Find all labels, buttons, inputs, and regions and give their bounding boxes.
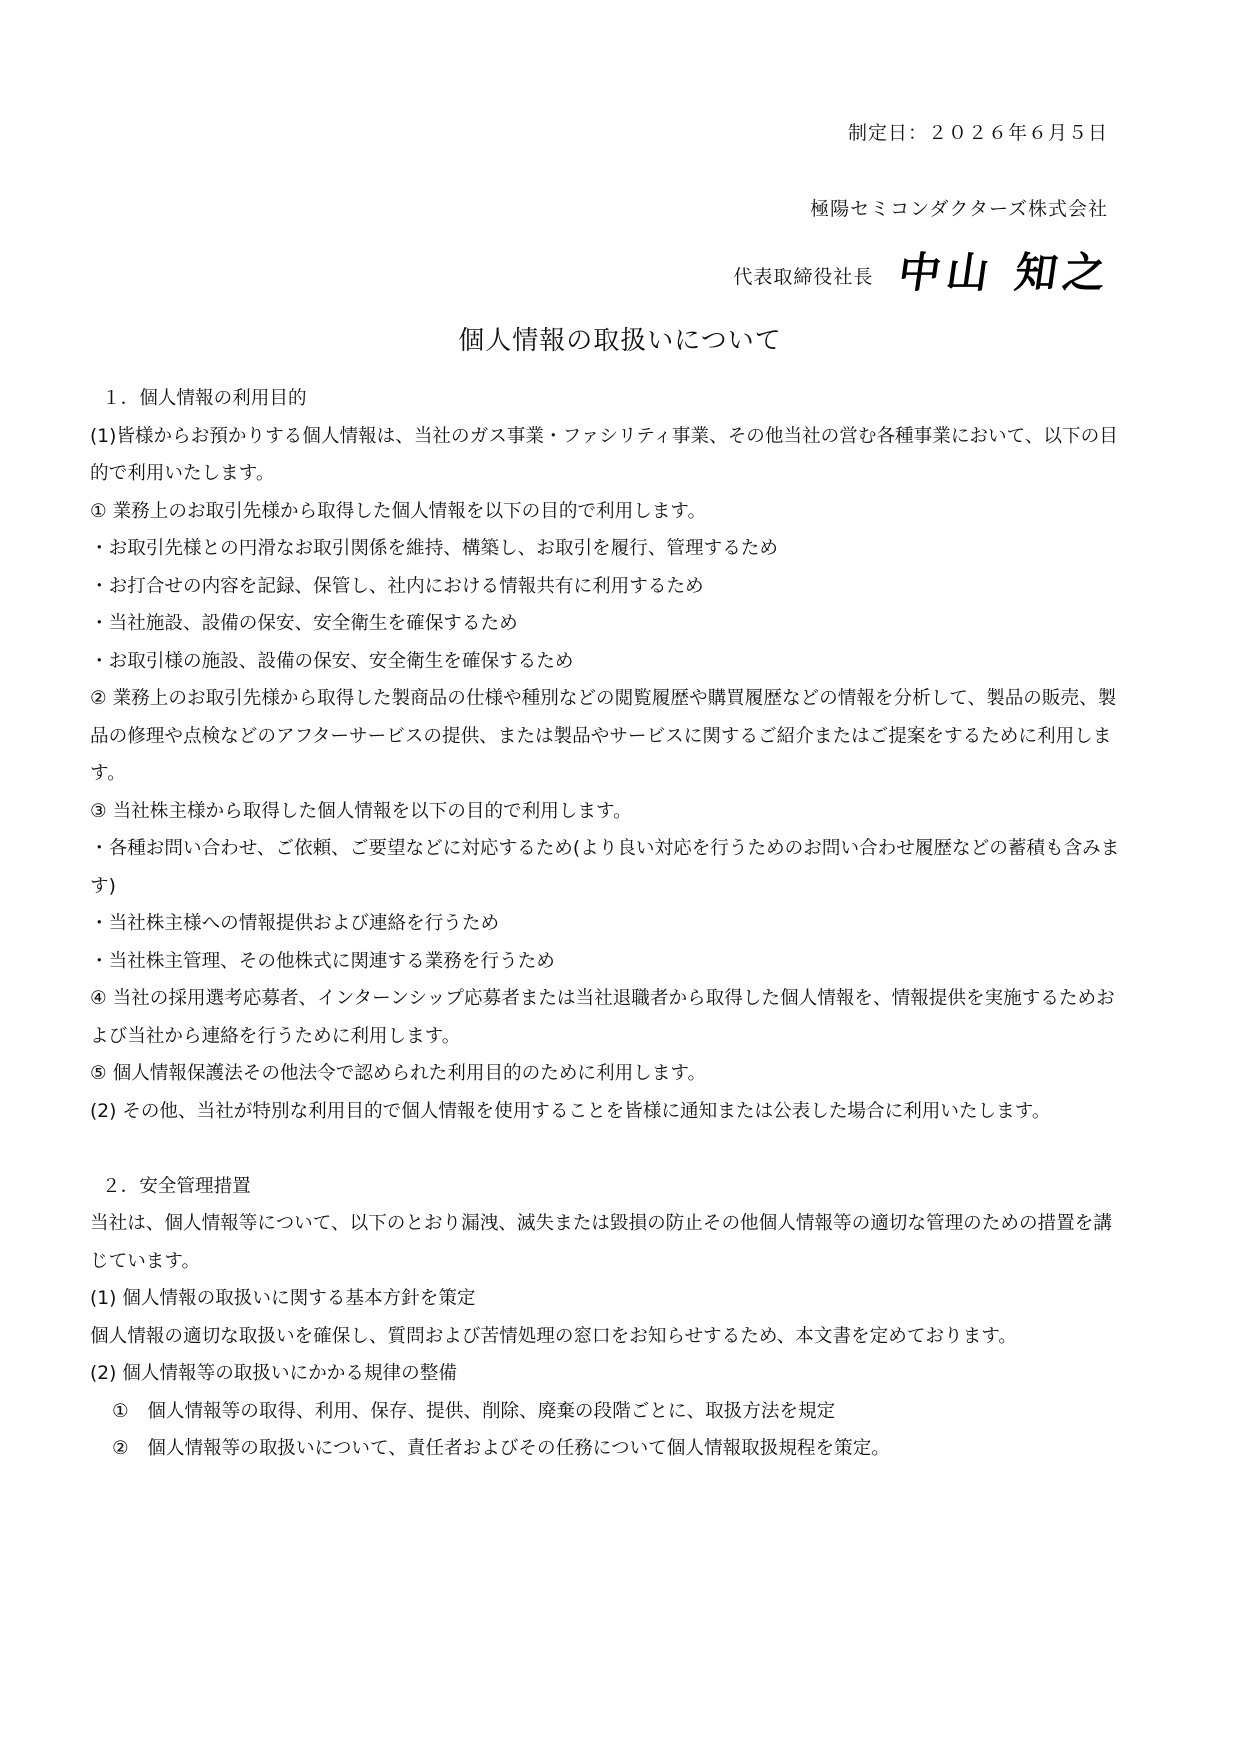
measure-1-heading: (1) 個人情報の取扱いに関する基本方針を策定 xyxy=(90,1288,476,1309)
representative-title: 代表取締役社長 xyxy=(733,265,874,288)
purpose-bullet: ・当社株主様への情報提供および連絡を行うため xyxy=(90,913,500,934)
document-title: 個人情報の取扱いについて xyxy=(458,326,782,356)
measure-2-item: ② 個人情報等の取扱いについて、責任者およびその任務について個人情報取扱規程を策定。 xyxy=(112,1438,890,1459)
representative-line xyxy=(733,240,1116,300)
measure-1-text: 個人情報の適切な取扱いを確保し、質問および苦情処理の窓口をお知らせするため、本文書を定めております。 xyxy=(90,1325,1017,1347)
purpose-bullet: ・各種お問い合わせ、ご依頼、ご要望などに対応するため(より良い対応を行うためのお問い合わせ履歴などの蓄積も含みます) xyxy=(90,838,1120,897)
purpose-item-4: ④ 当社の採用選考応募者、インターンシップ応募者または当社退職者から取得した個人情報を、情報提供を実施するためおよび当社から連絡を行うために利用します。 xyxy=(90,988,1115,1047)
purpose-bullet: ・お打合せの内容を記録、保管し、社内における情報共有に利用するため xyxy=(90,575,704,597)
section1-intro: (1)皆様からお預かりする個人情報は、当社のガス事業・ファシリティ事業、その他当社の営む各種事業において、以下の目的で利用いたします。 xyxy=(90,425,1118,484)
purpose-item-2: ② 業務上のお取引先様から取得した製商品の仕様や種別などの閲覧履歴や購買履歴などの情報を分析して、製品の販売、製品の修理や点検などのアフターサービスの提供、または製品やサービスに関するご紹介またはご提案をするために利用します。 xyxy=(90,688,1117,784)
purpose-other: (2) その他、当社が特別な利用目的で個人情報を使用することを皆様に通知または公表した場合に利用いたします。 xyxy=(90,1100,1051,1122)
enactment-date: 制定日：２０２６年６月５日 xyxy=(847,122,1108,144)
purpose-item-1: ① 業務上のお取引先様から取得した個人情報を以下の目的で利用します。 xyxy=(90,500,707,522)
purpose-bullet: ・お取引先様との円滑なお取引関係を維持、構築し、お取引を履行、管理するため xyxy=(90,538,778,559)
purpose-bullet: ・当社株主管理、その他株式に関連する業務を行うため xyxy=(90,950,555,972)
measure-2-heading: (2) 個人情報等の取扱いにかかる規律の整備 xyxy=(90,1363,457,1384)
section2-intro: 当社は、個人情報等について、以下のとおり漏洩、滅失または毀損の防止その他個人情報等の適切な管理のための措置を講じています。 xyxy=(90,1213,1112,1272)
purpose-bullet: ・お取引様の施設、設備の保安、安全衛生を確保するため xyxy=(90,650,574,672)
purpose-item-5: ⑤ 個人情報保護法その他法令で認められた利用目的のために利用します。 xyxy=(90,1063,707,1084)
representative-signature: 中山 知之 xyxy=(895,248,1116,297)
purpose-bullet: ・当社施設、設備の保安、安全衛生を確保するため xyxy=(90,613,518,634)
document-body xyxy=(90,380,1125,1468)
purpose-item-3: ③ 当社株主様から取得した個人情報を以下の目的で利用します。 xyxy=(90,800,632,822)
section2-heading: ２．安全管理措置 xyxy=(102,1175,251,1197)
section-spacer xyxy=(90,1130,1125,1168)
section1-heading: １．個人情報の利用目的 xyxy=(102,388,307,409)
company-name: 極陽セミコンダクターズ株式会社 xyxy=(810,198,1108,220)
measure-2-item: ① 個人情報等の取得、利用、保存、提供、削除、廃棄の段階ごとに、取扱方法を規定 xyxy=(112,1400,836,1422)
